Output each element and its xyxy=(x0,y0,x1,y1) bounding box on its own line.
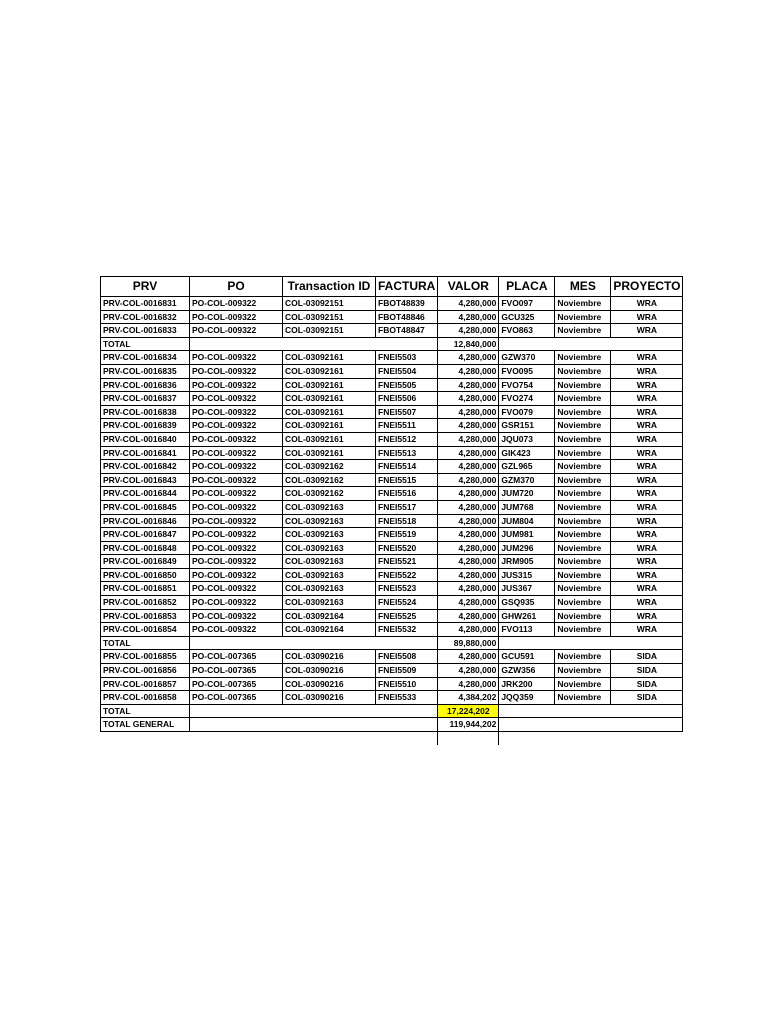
transaction-id-cell: COL-03092161 xyxy=(283,405,376,419)
factura-cell: FNEI5510 xyxy=(376,677,438,691)
proyecto-cell: SIDA xyxy=(611,664,683,678)
transaction-id-cell: COL-03092151 xyxy=(283,297,376,311)
factura-cell: FNEI5505 xyxy=(376,378,438,392)
proyecto-cell: WRA xyxy=(611,432,683,446)
factura-cell: FNEI5524 xyxy=(376,596,438,610)
po-cell: PO-COL-009322 xyxy=(190,351,283,365)
transaction-id-cell: COL-03090216 xyxy=(283,677,376,691)
prv-cell: PRV-COL-0016834 xyxy=(101,351,190,365)
total-row xyxy=(101,636,683,650)
blank-cell xyxy=(190,732,283,745)
valor-column-stub xyxy=(438,732,499,745)
proyecto-cell: WRA xyxy=(611,460,683,474)
valor-cell: 4,280,000 xyxy=(438,596,499,610)
table-row xyxy=(101,664,683,678)
placa-cell: FVO113 xyxy=(499,623,555,637)
prv-cell: PRV-COL-0016833 xyxy=(101,324,190,338)
table-row xyxy=(101,677,683,691)
po-cell: PO-COL-009322 xyxy=(190,378,283,392)
placa-cell: FVO274 xyxy=(499,392,555,406)
total-spacer-right xyxy=(499,337,683,351)
valor-cell: 4,280,000 xyxy=(438,555,499,569)
transaction-id-cell: COL-03092163 xyxy=(283,596,376,610)
mes-cell: Noviembre xyxy=(555,446,611,460)
valor-cell: 4,280,000 xyxy=(438,405,499,419)
prv-cell: PRV-COL-0016848 xyxy=(101,541,190,555)
po-cell: PO-COL-007365 xyxy=(190,664,283,678)
table-row xyxy=(101,691,683,705)
mes-cell: Noviembre xyxy=(555,419,611,433)
table-row xyxy=(101,432,683,446)
transaction-id-cell: COL-03092151 xyxy=(283,310,376,324)
prv-cell: PRV-COL-0016846 xyxy=(101,514,190,528)
proyecto-cell: WRA xyxy=(611,364,683,378)
factura-cell: FNEI5521 xyxy=(376,555,438,569)
transaction-id-cell: COL-03092162 xyxy=(283,487,376,501)
transaction-id-cell: COL-03092161 xyxy=(283,446,376,460)
transaction-id-cell: COL-03092161 xyxy=(283,364,376,378)
proyecto-cell: SIDA xyxy=(611,677,683,691)
mes-cell: Noviembre xyxy=(555,310,611,324)
proyecto-cell: WRA xyxy=(611,392,683,406)
transaction-id-cell: COL-03092163 xyxy=(283,555,376,569)
po-cell: PO-COL-007365 xyxy=(190,650,283,664)
table-body xyxy=(101,297,683,745)
placa-cell: GHW261 xyxy=(499,609,555,623)
table-row xyxy=(101,405,683,419)
placa-cell: GZM370 xyxy=(499,473,555,487)
mes-cell: Noviembre xyxy=(555,514,611,528)
proyecto-cell: WRA xyxy=(611,419,683,433)
po-cell: PO-COL-009322 xyxy=(190,473,283,487)
transaction-id-cell: COL-03092162 xyxy=(283,460,376,474)
table-row xyxy=(101,541,683,555)
transaction-id-cell: COL-03092161 xyxy=(283,392,376,406)
proyecto-cell: WRA xyxy=(611,596,683,610)
proyecto-cell: WRA xyxy=(611,324,683,338)
mes-cell: Noviembre xyxy=(555,596,611,610)
po-cell: PO-COL-007365 xyxy=(190,691,283,705)
mes-cell: Noviembre xyxy=(555,528,611,542)
table-row xyxy=(101,582,683,596)
placa-cell: JUM768 xyxy=(499,500,555,514)
valor-cell: 4,280,000 xyxy=(438,514,499,528)
total-spacer xyxy=(190,337,438,351)
valor-cell: 4,280,000 xyxy=(438,541,499,555)
placa-cell: JUS367 xyxy=(499,582,555,596)
blank-cell xyxy=(283,732,376,745)
prv-cell: PRV-COL-0016838 xyxy=(101,405,190,419)
table-row xyxy=(101,568,683,582)
factura-cell: FNEI5513 xyxy=(376,446,438,460)
po-cell: PO-COL-009322 xyxy=(190,364,283,378)
placa-cell: FVO079 xyxy=(499,405,555,419)
factura-cell: FNEI5533 xyxy=(376,691,438,705)
placa-cell: FVO863 xyxy=(499,324,555,338)
po-cell: PO-COL-009322 xyxy=(190,541,283,555)
col-header-transaction-id: Transaction ID xyxy=(283,277,376,297)
prv-cell: PRV-COL-0016837 xyxy=(101,392,190,406)
total-spacer-right xyxy=(499,718,683,732)
factura-cell: FNEI5509 xyxy=(376,664,438,678)
transaction-id-cell: COL-03092162 xyxy=(283,473,376,487)
valor-cell: 4,280,000 xyxy=(438,528,499,542)
placa-cell: GCU325 xyxy=(499,310,555,324)
total-spacer xyxy=(190,718,438,732)
valor-cell: 4,280,000 xyxy=(438,677,499,691)
po-cell: PO-COL-007365 xyxy=(190,677,283,691)
po-cell: PO-COL-009322 xyxy=(190,297,283,311)
factura-cell: FNEI5514 xyxy=(376,460,438,474)
factura-cell: FNEI5506 xyxy=(376,392,438,406)
valor-cell: 4,280,000 xyxy=(438,432,499,446)
total-row xyxy=(101,337,683,351)
po-cell: PO-COL-009322 xyxy=(190,324,283,338)
factura-cell: FNEI5518 xyxy=(376,514,438,528)
placa-cell: FVO754 xyxy=(499,378,555,392)
valor-cell: 4,280,000 xyxy=(438,324,499,338)
table-row xyxy=(101,596,683,610)
proyecto-cell: WRA xyxy=(611,446,683,460)
proyecto-cell: WRA xyxy=(611,514,683,528)
valor-cell: 4,280,000 xyxy=(438,609,499,623)
factura-cell: FNEI5515 xyxy=(376,473,438,487)
blank-cell xyxy=(376,732,438,745)
prv-cell: PRV-COL-0016849 xyxy=(101,555,190,569)
highlighted-total-value: 17,224,202 xyxy=(438,704,499,718)
col-header-proyecto: PROYECTO xyxy=(611,277,683,297)
valor-cell: 4,280,000 xyxy=(438,310,499,324)
placa-cell: GZW370 xyxy=(499,351,555,365)
prv-cell: PRV-COL-0016858 xyxy=(101,691,190,705)
proyecto-cell: WRA xyxy=(611,500,683,514)
factura-cell: FNEI5523 xyxy=(376,582,438,596)
valor-cell: 4,280,000 xyxy=(438,460,499,474)
total-spacer xyxy=(190,704,438,718)
col-header-valor: VALOR xyxy=(438,277,499,297)
transaction-id-cell: COL-03092161 xyxy=(283,419,376,433)
proyecto-cell: WRA xyxy=(611,378,683,392)
transaction-id-cell: COL-03092163 xyxy=(283,514,376,528)
proyecto-cell: WRA xyxy=(611,555,683,569)
po-cell: PO-COL-009322 xyxy=(190,514,283,528)
table-row xyxy=(101,514,683,528)
po-cell: PO-COL-009322 xyxy=(190,623,283,637)
proyecto-cell: WRA xyxy=(611,568,683,582)
valor-cell: 4,384,202 xyxy=(438,691,499,705)
prv-cell: PRV-COL-0016845 xyxy=(101,500,190,514)
transaction-id-cell: COL-03092163 xyxy=(283,582,376,596)
po-cell: PO-COL-009322 xyxy=(190,596,283,610)
valor-cell: 4,280,000 xyxy=(438,473,499,487)
transaction-id-cell: COL-03090216 xyxy=(283,650,376,664)
factura-cell: FNEI5504 xyxy=(376,364,438,378)
placa-cell: JQQ359 xyxy=(499,691,555,705)
mes-cell: Noviembre xyxy=(555,364,611,378)
transaction-id-cell: COL-03092163 xyxy=(283,541,376,555)
placa-cell: JRK200 xyxy=(499,677,555,691)
placa-cell: JUS315 xyxy=(499,568,555,582)
table-row xyxy=(101,555,683,569)
mes-cell: Noviembre xyxy=(555,297,611,311)
prv-cell: PRV-COL-0016850 xyxy=(101,568,190,582)
mes-cell: Noviembre xyxy=(555,378,611,392)
table-row xyxy=(101,297,683,311)
placa-cell: FVO097 xyxy=(499,297,555,311)
prv-cell: PRV-COL-0016857 xyxy=(101,677,190,691)
placa-cell: JUM720 xyxy=(499,487,555,501)
table-row xyxy=(101,623,683,637)
mes-cell: Noviembre xyxy=(555,677,611,691)
transaction-id-cell: COL-03092163 xyxy=(283,528,376,542)
transaction-id-cell: COL-03092161 xyxy=(283,432,376,446)
proyecto-cell: WRA xyxy=(611,623,683,637)
grand-total-row xyxy=(101,718,683,732)
valor-cell: 4,280,000 xyxy=(438,446,499,460)
placa-cell: GCU591 xyxy=(499,650,555,664)
valor-cell: 4,280,000 xyxy=(438,664,499,678)
factura-cell: FNEI5508 xyxy=(376,650,438,664)
proyecto-cell: WRA xyxy=(611,310,683,324)
mes-cell: Noviembre xyxy=(555,582,611,596)
proyecto-cell: WRA xyxy=(611,473,683,487)
factura-cell: FNEI5522 xyxy=(376,568,438,582)
table-row xyxy=(101,473,683,487)
po-cell: PO-COL-009322 xyxy=(190,528,283,542)
mes-cell: Noviembre xyxy=(555,324,611,338)
factura-cell: FNEI5519 xyxy=(376,528,438,542)
valor-cell: 4,280,000 xyxy=(438,419,499,433)
col-header-factura: FACTURA xyxy=(376,277,438,297)
total-label: TOTAL xyxy=(101,636,190,650)
col-header-po: PO xyxy=(190,277,283,297)
mes-cell: Noviembre xyxy=(555,500,611,514)
po-cell: PO-COL-009322 xyxy=(190,460,283,474)
table-row xyxy=(101,378,683,392)
mes-cell: Noviembre xyxy=(555,460,611,474)
prv-cell: PRV-COL-0016851 xyxy=(101,582,190,596)
blank-cell xyxy=(555,732,611,745)
mes-cell: Noviembre xyxy=(555,351,611,365)
total-label: TOTAL xyxy=(101,337,190,351)
table-row xyxy=(101,392,683,406)
table-row xyxy=(101,500,683,514)
factura-cell: FNEI5532 xyxy=(376,623,438,637)
billing-table xyxy=(100,276,683,745)
po-cell: PO-COL-009322 xyxy=(190,555,283,569)
valor-cell: 4,280,000 xyxy=(438,650,499,664)
placa-cell: JUM981 xyxy=(499,528,555,542)
table-row xyxy=(101,460,683,474)
proyecto-cell: SIDA xyxy=(611,691,683,705)
total-value: 12,840,000 xyxy=(438,337,499,351)
transaction-id-cell: COL-03092163 xyxy=(283,568,376,582)
total-spacer-right xyxy=(499,636,683,650)
proyecto-cell: WRA xyxy=(611,351,683,365)
col-header-mes: MES xyxy=(555,277,611,297)
po-cell: PO-COL-009322 xyxy=(190,582,283,596)
mes-cell: Noviembre xyxy=(555,487,611,501)
table-row xyxy=(101,446,683,460)
po-cell: PO-COL-009322 xyxy=(190,419,283,433)
prv-cell: PRV-COL-0016843 xyxy=(101,473,190,487)
placa-cell: JQU073 xyxy=(499,432,555,446)
mes-cell: Noviembre xyxy=(555,392,611,406)
valor-cell: 4,280,000 xyxy=(438,582,499,596)
prv-cell: PRV-COL-0016847 xyxy=(101,528,190,542)
placa-cell: GSR151 xyxy=(499,419,555,433)
grand-total-value: 119,944,202 xyxy=(438,718,499,732)
mes-cell: Noviembre xyxy=(555,650,611,664)
prv-cell: PRV-COL-0016842 xyxy=(101,460,190,474)
prv-cell: PRV-COL-0016841 xyxy=(101,446,190,460)
table-row xyxy=(101,351,683,365)
po-cell: PO-COL-009322 xyxy=(190,392,283,406)
factura-cell: FNEI5516 xyxy=(376,487,438,501)
transaction-id-cell: COL-03090216 xyxy=(283,691,376,705)
po-cell: PO-COL-009322 xyxy=(190,487,283,501)
mes-cell: Noviembre xyxy=(555,405,611,419)
prv-cell: PRV-COL-0016831 xyxy=(101,297,190,311)
factura-cell: FNEI5507 xyxy=(376,405,438,419)
factura-cell: FNEI5517 xyxy=(376,500,438,514)
prv-cell: PRV-COL-0016856 xyxy=(101,664,190,678)
blank-cell xyxy=(101,732,190,745)
prv-cell: PRV-COL-0016854 xyxy=(101,623,190,637)
total-spacer xyxy=(190,636,438,650)
po-cell: PO-COL-009322 xyxy=(190,500,283,514)
proyecto-cell: SIDA xyxy=(611,650,683,664)
table-row xyxy=(101,364,683,378)
prv-cell: PRV-COL-0016853 xyxy=(101,609,190,623)
valor-cell: 4,280,000 xyxy=(438,364,499,378)
total-row xyxy=(101,704,683,718)
mes-cell: Noviembre xyxy=(555,609,611,623)
table-row xyxy=(101,528,683,542)
total-spacer-right xyxy=(499,704,683,718)
mes-cell: Noviembre xyxy=(555,568,611,582)
transaction-id-cell: COL-03092163 xyxy=(283,500,376,514)
factura-cell: FBOT48847 xyxy=(376,324,438,338)
mes-cell: Noviembre xyxy=(555,664,611,678)
prv-cell: PRV-COL-0016836 xyxy=(101,378,190,392)
transaction-id-cell: COL-03092151 xyxy=(283,324,376,338)
transaction-id-cell: COL-03092164 xyxy=(283,623,376,637)
po-cell: PO-COL-009322 xyxy=(190,609,283,623)
blank-cell xyxy=(611,732,683,745)
valor-cell: 4,280,000 xyxy=(438,487,499,501)
trailing-row xyxy=(101,732,683,745)
po-cell: PO-COL-009322 xyxy=(190,310,283,324)
table-row xyxy=(101,419,683,433)
po-cell: PO-COL-009322 xyxy=(190,568,283,582)
table-row xyxy=(101,650,683,664)
col-header-prv: PRV xyxy=(101,277,190,297)
factura-cell: FNEI5525 xyxy=(376,609,438,623)
valor-cell: 4,280,000 xyxy=(438,500,499,514)
po-cell: PO-COL-009322 xyxy=(190,432,283,446)
total-label: TOTAL GENERAL xyxy=(101,718,190,732)
proyecto-cell: WRA xyxy=(611,297,683,311)
prv-cell: PRV-COL-0016855 xyxy=(101,650,190,664)
table-row xyxy=(101,324,683,338)
valor-cell: 4,280,000 xyxy=(438,392,499,406)
mes-cell: Noviembre xyxy=(555,623,611,637)
table-row xyxy=(101,609,683,623)
total-label: TOTAL xyxy=(101,704,190,718)
valor-cell: 4,280,000 xyxy=(438,568,499,582)
transaction-id-cell: COL-03092161 xyxy=(283,378,376,392)
prv-cell: PRV-COL-0016852 xyxy=(101,596,190,610)
factura-cell: FBOT48839 xyxy=(376,297,438,311)
valor-cell: 4,280,000 xyxy=(438,351,499,365)
placa-cell: JRM905 xyxy=(499,555,555,569)
blank-cell xyxy=(499,732,555,745)
prv-cell: PRV-COL-0016835 xyxy=(101,364,190,378)
placa-cell: JUM296 xyxy=(499,541,555,555)
po-cell: PO-COL-009322 xyxy=(190,405,283,419)
header-row xyxy=(101,277,683,297)
factura-cell: FNEI5503 xyxy=(376,351,438,365)
mes-cell: Noviembre xyxy=(555,541,611,555)
total-value: 89,880,000 xyxy=(438,636,499,650)
placa-cell: GZL965 xyxy=(499,460,555,474)
factura-cell: FNEI5511 xyxy=(376,419,438,433)
transaction-id-cell: COL-03092161 xyxy=(283,351,376,365)
table-row xyxy=(101,487,683,501)
placa-cell: GIK423 xyxy=(499,446,555,460)
factura-cell: FNEI5520 xyxy=(376,541,438,555)
prv-cell: PRV-COL-0016844 xyxy=(101,487,190,501)
valor-cell: 4,280,000 xyxy=(438,623,499,637)
valor-cell: 4,280,000 xyxy=(438,297,499,311)
transaction-id-cell: COL-03090216 xyxy=(283,664,376,678)
proyecto-cell: WRA xyxy=(611,541,683,555)
placa-cell: GZW356 xyxy=(499,664,555,678)
proyecto-cell: WRA xyxy=(611,582,683,596)
proyecto-cell: WRA xyxy=(611,487,683,501)
factura-cell: FBOT48846 xyxy=(376,310,438,324)
table-row xyxy=(101,310,683,324)
prv-cell: PRV-COL-0016832 xyxy=(101,310,190,324)
prv-cell: PRV-COL-0016839 xyxy=(101,419,190,433)
po-cell: PO-COL-009322 xyxy=(190,446,283,460)
valor-cell: 4,280,000 xyxy=(438,378,499,392)
proyecto-cell: WRA xyxy=(611,528,683,542)
proyecto-cell: WRA xyxy=(611,405,683,419)
mes-cell: Noviembre xyxy=(555,555,611,569)
placa-cell: GSQ935 xyxy=(499,596,555,610)
transaction-id-cell: COL-03092164 xyxy=(283,609,376,623)
prv-cell: PRV-COL-0016840 xyxy=(101,432,190,446)
proyecto-cell: WRA xyxy=(611,609,683,623)
mes-cell: Noviembre xyxy=(555,691,611,705)
mes-cell: Noviembre xyxy=(555,473,611,487)
placa-cell: JUM804 xyxy=(499,514,555,528)
mes-cell: Noviembre xyxy=(555,432,611,446)
col-header-placa: PLACA xyxy=(499,277,555,297)
factura-cell: FNEI5512 xyxy=(376,432,438,446)
placa-cell: FVO095 xyxy=(499,364,555,378)
